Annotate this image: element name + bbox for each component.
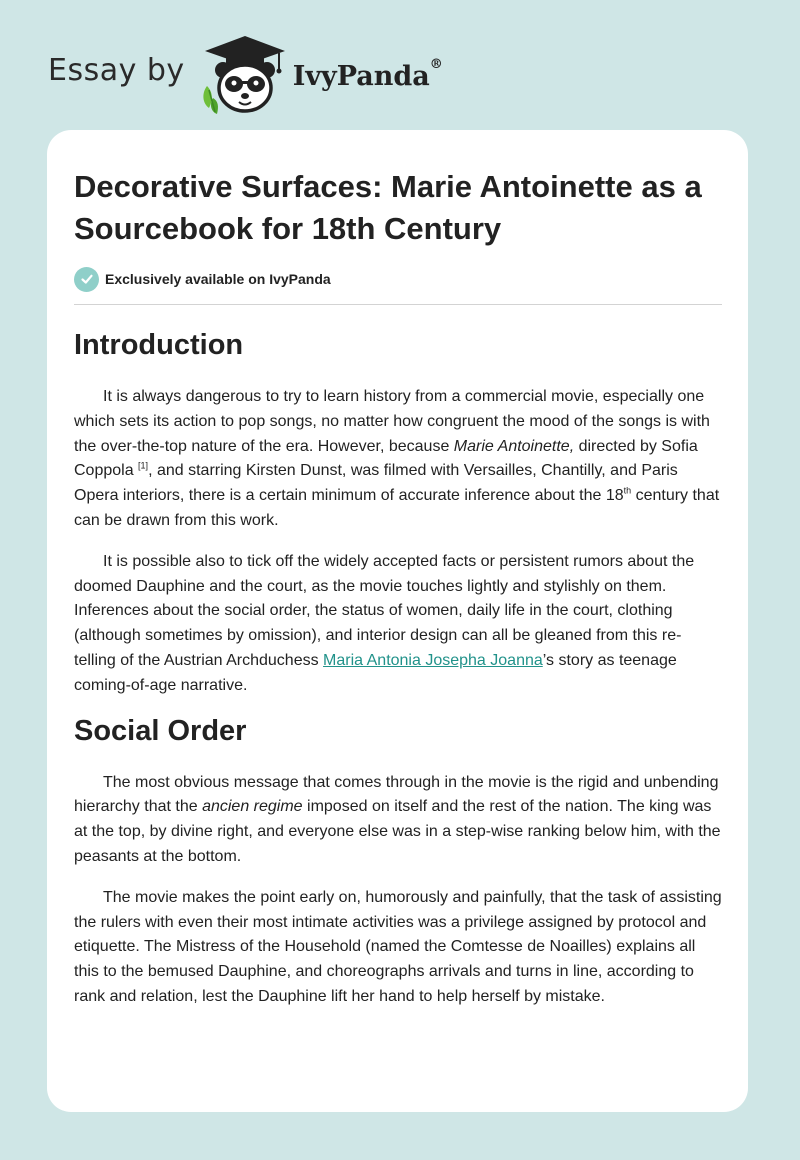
maria-antonia-link[interactable]: Maria Antonia Josepha Joanna — [323, 651, 543, 669]
site-brand[interactable] — [48, 34, 443, 114]
film-title-emphasis: Marie Antoinette, — [453, 437, 575, 455]
title-divider — [74, 304, 722, 305]
essay-title: Decorative Surfaces: Marie Antoinette as a Sourcebook for 18th Century — [74, 169, 702, 246]
essay-card — [47, 130, 748, 1112]
exclusive-badge-text: Exclusively available on IvyPanda — [105, 271, 331, 287]
ancien-regime-emphasis: ancien regime — [202, 798, 303, 816]
paragraph: It is always dangerous to try to learn history from a commercial movie, especially one which sets its action to pop songs, no matter how congruent the mood of the songs is with the over-the-top nature of the era. However, because Marie Antoinette, directed by Sofia Coppola [1], and starring Kirsten Dunst, was filmed with Versailles, Chantilly, and Paris Opera interiors, there is a certain minimum of accurate inference about the 18th century that can be drawn from this work. — [74, 388, 720, 529]
paragraph: The most obvious message that comes through in the movie is the rigid and unbending hierarchy that the ancien regime imposed on itself and the rest of the nation. The king was at the top, by divine right, and everyone else was in a step-wise ranking below him, with the peasants at the bottom. — [74, 773, 721, 865]
section-heading-introduction: Introduction — [74, 329, 244, 361]
exclusive-badge — [74, 266, 722, 292]
reference-link[interactable]: [1] — [138, 461, 149, 472]
brand-name: IvyPanda® — [292, 56, 443, 92]
brand-prefix: Essay by — [48, 52, 185, 88]
ordinal-suffix: th — [623, 485, 632, 496]
section-heading-social-order: Social Order — [74, 714, 247, 747]
registered-mark: ® — [429, 56, 443, 72]
panda-logo-icon — [199, 34, 291, 114]
paragraph: The movie makes the point early on, humorously and painfully, that the task of assisting the rulers with even their most intimate activities was a privilege assigned by protocol and etiquette. The Mistress of the Household (named the Comtesse de Noailles) explains all this to the bemused Dauphine, and choreographs arrivals and turns in line, according to rank and relation, lest the Dauphine lift her hand to help herself by mistake. — [74, 888, 722, 1005]
check-circle-icon — [74, 267, 99, 292]
essay-content — [74, 166, 722, 1010]
paragraph: It is possible also to tick off the widely accepted facts or persistent rumors about the doomed Dauphine and the court, as the movie touches lightly and stylishly on them. Inferences about the social order, the status of women, daily life in the court, clothing (although sometimes by omission), and interior design can all be gleaned from this re-telling of the Austrian Archduchess Maria Antonia Josepha Joanna’s story as teenage coming-of-age narrative. — [74, 552, 695, 694]
